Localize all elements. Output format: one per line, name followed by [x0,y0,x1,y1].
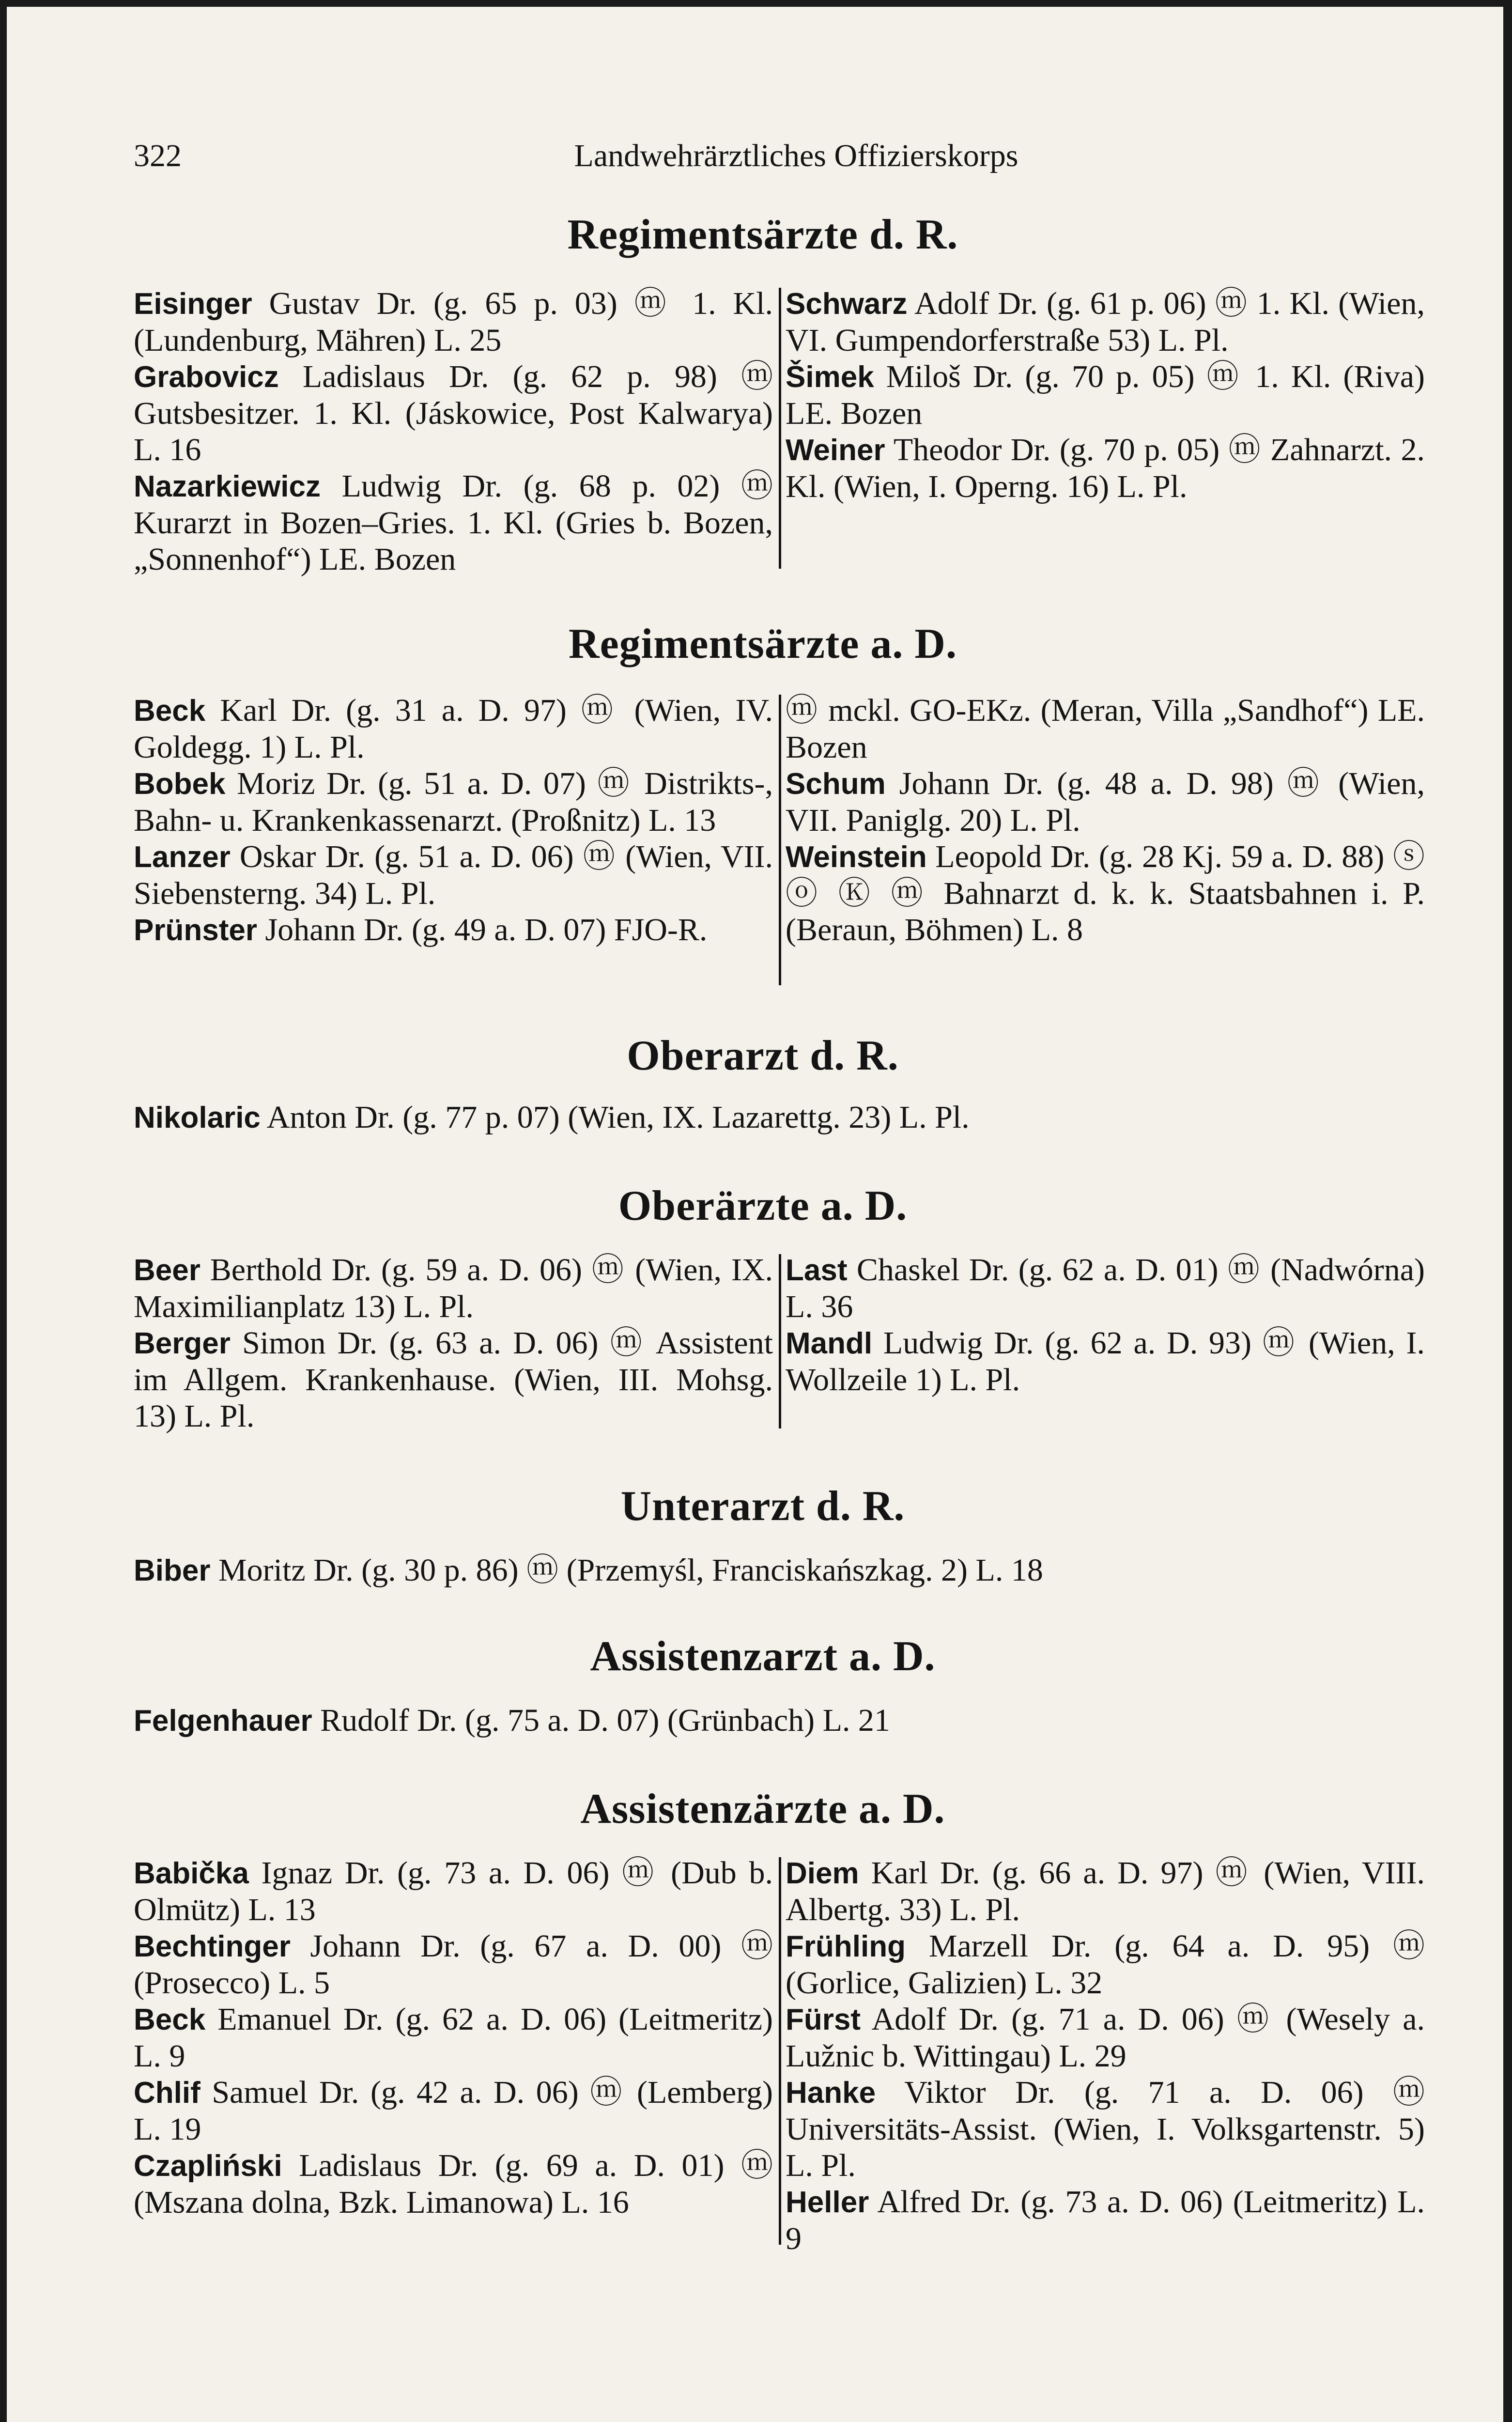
entry-text: Leopold Dr. (g. 28 Kj. 59 a. D. 88) ⓢ ⓞ Ⓚ ⓜ Bahnarzt d. k. k. Staatsbahnen i. P. (Beraun, Böhmen) L. 8 [786,839,1425,947]
list-item [134,1325,773,1434]
section-0-right-column [786,285,1425,505]
entry-text: Ignaz Dr. (g. 73 a. D. 06) ⓜ (Dub b. Olmütz) L. 13 [134,1855,773,1927]
entry-text: Oskar Dr. (g. 51 a. D. 06) ⓜ (Wien, VII. Siebensterng. 34) L. Pl. [134,839,773,911]
section-1-right-column [786,692,1425,948]
list-item [134,2074,773,2147]
list-item [786,2001,1425,2074]
entry-text: Marzell Dr. (g. 64 a. D. 95) ⓜ (Gorlice, Galizien) L. 32 [786,1928,1425,2001]
entry-text: Moritz Dr. (g. 30 p. 86) ⓜ (Przemyśl, Franciskańszkag. 2) L. 18 [218,1553,1043,1588]
section-title-oberaerzte-ad: Oberärzte a. D. [618,1182,908,1229]
entry-text: Theodor Dr. (g. 70 p. 05) ⓜ Zahnarzt. 2. Kl. (Wien, I. Operng. 16) L. Pl. [786,432,1425,504]
entry-text: Ladislaus Dr. (g. 62 p. 98) ⓜ Gutsbesitzer. 1. Kl. (Jáskowice, Post Kalwarya) L. 16 [134,359,773,467]
list-item [134,1855,773,1928]
entry-surname: Weiner [786,434,885,467]
section-6-right-column [786,1855,1425,2257]
list-item [786,432,1425,505]
entry-text: Emanuel Dr. (g. 62 a. D. 06) (Leitmeritz) L. 9 [134,2002,773,2074]
list-item [786,692,1425,765]
list-item [786,1855,1425,1928]
page-number: 322 [134,138,182,173]
section-3-right-column [786,1252,1425,1398]
document-page [7,7,1503,2422]
entry-text: Anton Dr. (g. 77 p. 07) (Wien, IX. Lazarettg. 23) L. Pl. [266,1100,970,1135]
entry-surname: Chlif [134,2076,201,2110]
list-item [786,285,1425,358]
entry-surname: Bobek [134,767,226,801]
entry-text: Karl Dr. (g. 31 a. D. 97) ⓜ (Wien, IV. Goldegg. 1) L. Pl. [134,693,773,765]
entry-surname: Nazarkiewicz [134,470,321,503]
entry-surname: Grabovicz [134,360,279,394]
list-item [134,468,773,577]
list-item [786,2074,1425,2184]
list-item [134,1928,773,2001]
entry-text: Simon Dr. (g. 63 a. D. 06) ⓜ Assistent im Allgem. Krankenhause. (Wien, III. Mohsg. 13) L. Pl. [134,1325,773,1434]
list-item [134,912,773,948]
entry-surname: Weinstein [786,840,927,874]
section-title-assistenzarzt-ad: Assistenzarzt a. D. [590,1633,936,1680]
entry-surname: Fürst [786,2003,861,2036]
list-item [134,838,773,912]
entry-surname: Hanke [786,2076,876,2110]
list-item [786,838,1425,948]
entry-surname: Last [786,1254,848,1287]
entry-surname: Czapliński [134,2149,282,2183]
running-title: Landwehrärztliches Offizierskorps [574,138,1018,173]
entry-text: Rudolf Dr. (g. 75 a. D. 07) (Grünbach) L. 21 [320,1703,890,1738]
list-item [134,1099,1422,1136]
column-divider [779,1857,781,2245]
entry-text: Ludwig Dr. (g. 68 p. 02) ⓜ Kurarzt in Bozen–Gries. 1. Kl. (Gries b. Bozen, „Sonnenhof“) LE. Bozen [134,468,773,577]
section-title-regimentsaerzte-ad: Regimentsärzte a. D. [569,621,957,668]
entry-text: Johann Dr. (g. 67 a. D. 00) ⓜ (Prosecco) L. 5 [134,1928,773,2001]
entry-text: Karl Dr. (g. 66 a. D. 97) ⓜ (Wien, VIII. Albertg. 33) L. Pl. [786,1855,1425,1927]
entry-text: Alfred Dr. (g. 73 a. D. 06) (Leitmeritz) L. 9 [786,2184,1425,2256]
section-1-left-column [134,692,773,948]
entry-text: Johann Dr. (g. 48 a. D. 98) ⓜ (Wien, VII. Paniglg. 20) L. Pl. [786,766,1425,838]
entry-surname: Frühling [786,1930,906,1963]
column-divider [779,1254,781,1428]
entry-surname: Prünster [134,914,257,947]
entry-surname: Babička [134,1857,249,1890]
entry-text: Adolf Dr. (g. 61 p. 06) ⓜ 1. Kl. (Wien, VI. Gumpendorferstraße 53) L. Pl. [786,286,1425,358]
section-title-regimentsaerzte-dr: Regimentsärzte d. R. [567,211,958,258]
entry-text: Adolf Dr. (g. 71 a. D. 06) ⓜ (Wesely a. Lužnic b. Wittingau) L. 29 [786,2002,1425,2074]
section-title-assistenzaerzte-ad: Assistenzärzte a. D. [580,1785,945,1832]
entry-surname: Berger [134,1327,231,1360]
entry-surname: Felgenhauer [134,1704,312,1738]
entry-surname: Lanzer [134,840,231,874]
section-0-left-column [134,285,773,577]
list-item [134,2001,773,2074]
entry-text: Berthold Dr. (g. 59 a. D. 06) ⓜ (Wien, IX. Maximilianplatz 13) L. Pl. [134,1252,773,1324]
entry-surname: Mandl [786,1327,873,1360]
entry-text: Samuel Dr. (g. 42 a. D. 06) ⓜ (Lemberg) L. 19 [134,2075,773,2147]
list-item [786,1928,1425,2001]
entry-surname: Beck [134,694,206,728]
entry-text: Viktor Dr. (g. 71 a. D. 06) ⓜ Universitäts-Assist. (Wien, I. Volksgartenstr. 5) L. Pl. [786,2075,1425,2183]
entry-surname: Beck [134,2003,206,2036]
entry-surname: Heller [786,2186,869,2219]
entry-surname: Nikolaric [134,1101,261,1134]
entry-text: Gustav Dr. (g. 65 p. 03) ⓜ 1. Kl. (Lundenburg, Mähren) L. 25 [134,286,773,358]
entry-text: Johann Dr. (g. 49 a. D. 07) FJO-R. [265,912,708,947]
entry-text: Ladislaus Dr. (g. 69 a. D. 01) ⓜ (Mszana dolna, Bzk. Limanowa) L. 16 [134,2148,773,2220]
list-item [134,692,773,765]
entry-surname: Bechtinger [134,1930,291,1963]
list-item [786,2184,1425,2257]
list-item [786,1325,1425,1398]
column-divider [779,288,781,569]
entry-surname: Diem [786,1857,859,1890]
list-item [786,1252,1425,1325]
list-item [786,765,1425,838]
list-item [134,1702,1422,1739]
list-item [134,285,773,358]
list-item [134,1552,1422,1589]
entry-text: ⓜ mckl. GO-EKz. (Meran, Villa „Sandhof“) LE. Bozen [786,693,1425,765]
list-item [134,765,773,838]
entry-text: Ludwig Dr. (g. 62 a. D. 93) ⓜ (Wien, I. Wollzeile 1) L. Pl. [786,1325,1425,1397]
entry-surname: Eisinger [134,287,252,321]
entry-text: Moriz Dr. (g. 51 a. D. 07) ⓜ Distrikts-, Bahn- u. Krankenkassenarzt. (Proßnitz) L. 13 [134,766,773,838]
list-item [134,1252,773,1325]
entry-surname: Šimek [786,360,874,394]
entry-text: Chaskel Dr. (g. 62 a. D. 01) ⓜ (Nadwórna) L. 36 [786,1252,1425,1324]
entry-surname: Schwarz [786,287,908,321]
entry-surname: Schum [786,767,886,801]
list-item [134,2147,773,2220]
list-item [786,358,1425,432]
entry-surname: Beer [134,1254,201,1287]
section-6-left-column [134,1855,773,2220]
entry-text: Miloš Dr. (g. 70 p. 05) ⓜ 1. Kl. (Riva) LE. Bozen [786,359,1425,431]
list-item [134,358,773,468]
column-divider [779,695,781,985]
section-3-left-column [134,1252,773,1434]
entry-surname: Biber [134,1554,211,1587]
section-title-unterarzt-dr: Unterarzt d. R. [620,1483,905,1530]
section-title-oberarzt-dr: Oberarzt d. R. [627,1032,899,1079]
